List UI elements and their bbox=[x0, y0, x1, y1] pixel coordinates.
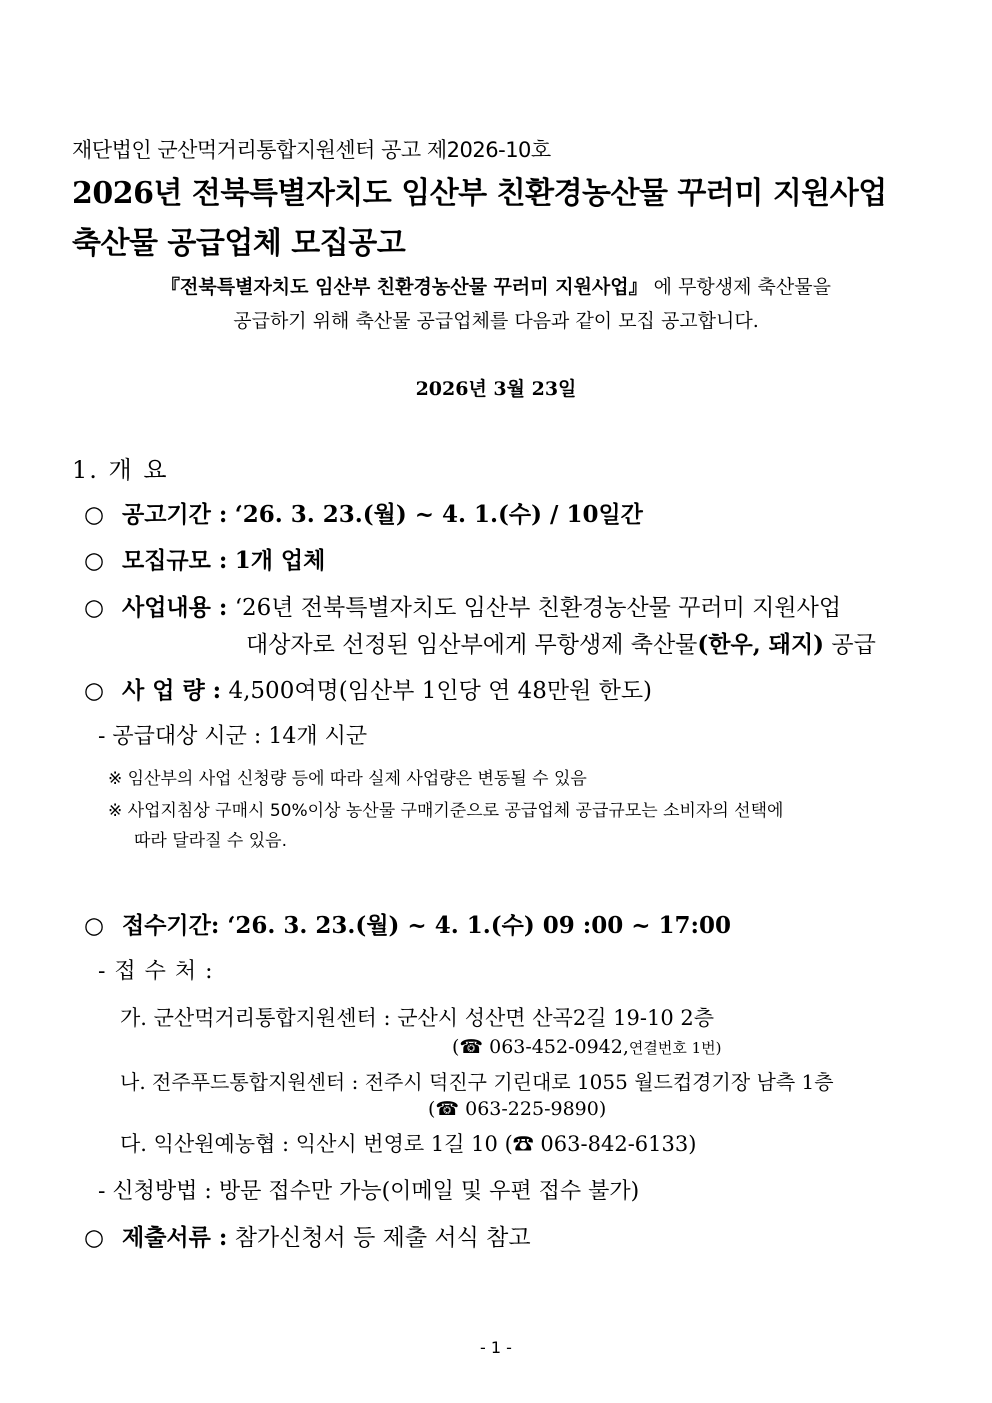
volume-row bbox=[84, 672, 652, 705]
content-line-2-end: 공급 bbox=[824, 632, 876, 658]
scale-label: 모집규모 : bbox=[122, 547, 228, 574]
application-method: - 신청방법 : 방문 접수만 가능(이메일 및 우편 접수 불가) bbox=[98, 1179, 640, 1204]
bullet-circle: ○ bbox=[84, 595, 105, 621]
content-row bbox=[84, 589, 841, 622]
notice-number: 재단법인 군산먹거리통합지원센터 공고 제2026-10호 bbox=[72, 138, 551, 162]
content-line-1: ‘26년 전북특별자치도 임산부 친환경농산물 꾸러미 지원사업 bbox=[234, 595, 842, 621]
period-label: 공고기간 : bbox=[122, 501, 228, 528]
bullet-circle: ○ bbox=[84, 913, 105, 939]
content-label: 사업내용 : bbox=[122, 594, 228, 621]
bullet-circle: ○ bbox=[84, 548, 105, 574]
phone-number: (☎ 063-452-0942, bbox=[452, 1036, 629, 1058]
note-2-line-1: ※ 사업지침상 구매시 50%이상 농산물 구매기준으로 공급업체 공급규모는 소비자의 선택에 bbox=[108, 801, 784, 821]
bullet-circle: ○ bbox=[84, 678, 105, 704]
note-2-line-2: 따라 달라질 수 있음. bbox=[134, 831, 287, 851]
page-number: - 1 - bbox=[480, 1338, 512, 1357]
supply-target: - 공급대상 시군 : 14개 시군 bbox=[98, 724, 368, 749]
title-line-1: 2026년 전북특별자치도 임산부 친환경농산물 꾸러미 지원사업 bbox=[72, 176, 887, 211]
intro-line-1 bbox=[0, 272, 992, 299]
scale-row bbox=[84, 542, 325, 575]
extension-number: 연결번호 1번) bbox=[628, 1039, 722, 1057]
note-1: ※ 임산부의 사업 신청량 등에 따라 실제 사업량은 변동될 수 있음 bbox=[108, 769, 587, 789]
reception-place-b-tel: (☎ 063-225-9890) bbox=[428, 1098, 607, 1120]
content-line-2-text: 대상자로 선정된 임산부에게 무항생제 축산물 bbox=[246, 632, 698, 658]
documents-value: 참가신청서 등 제출 서식 참고 bbox=[234, 1225, 531, 1251]
intro-program-name: 『전북특별자치도 임산부 친환경농산물 꾸러미 지원사업』 bbox=[161, 276, 648, 298]
notice-date: 2026년 3월 23일 bbox=[415, 378, 577, 400]
bullet-circle: ○ bbox=[84, 1225, 105, 1251]
reception-place-a-tel bbox=[452, 1036, 722, 1058]
title-line-2: 축산물 공급업체 모집공고 bbox=[72, 226, 406, 261]
volume-label: 사 업 량 : bbox=[122, 677, 222, 704]
reception-place-c: 다. 익산원예농협 : 익산시 번영로 1길 10 (☎ 063-842-6133) bbox=[120, 1132, 697, 1156]
scale-value: 1개 업체 bbox=[234, 547, 326, 574]
reception-place-heading: - 접 수 처 : bbox=[98, 959, 214, 984]
volume-value: 4,500여명(임산부 1인당 연 48만원 한도) bbox=[228, 678, 653, 704]
intro-text: 에 무항생제 축산물을 bbox=[647, 276, 831, 298]
period-value: ‘26. 3. 23.(월) ~ 4. 1.(수) / 10일간 bbox=[234, 501, 643, 528]
documents-row bbox=[84, 1219, 531, 1252]
reception-place-b: 나. 전주푸드통합지원센터 : 전주시 덕진구 기린대로 1055 월드컵경기장 남측 1층 bbox=[120, 1070, 834, 1094]
content-line-2 bbox=[246, 626, 876, 659]
section-heading-overview: 1. 개 요 bbox=[72, 456, 169, 484]
content-livestock-types: (한우, 돼지) bbox=[697, 631, 825, 658]
bullet-circle: ○ bbox=[84, 502, 105, 528]
intro-line-2: 공급하기 위해 축산물 공급업체를 다음과 같이 모집 공고합니다. bbox=[233, 310, 759, 332]
reception-period-row bbox=[84, 907, 731, 940]
reception-period: 접수기간: ‘26. 3. 23.(월) ~ 4. 1.(수) 09 :00 ~ 17:00 bbox=[122, 912, 732, 939]
period-row bbox=[84, 496, 643, 529]
documents-label: 제출서류 : bbox=[122, 1224, 228, 1251]
reception-place-a: 가. 군산먹거리통합지원센터 : 군산시 성산면 산곡2길 19-10 2층 bbox=[120, 1006, 715, 1030]
